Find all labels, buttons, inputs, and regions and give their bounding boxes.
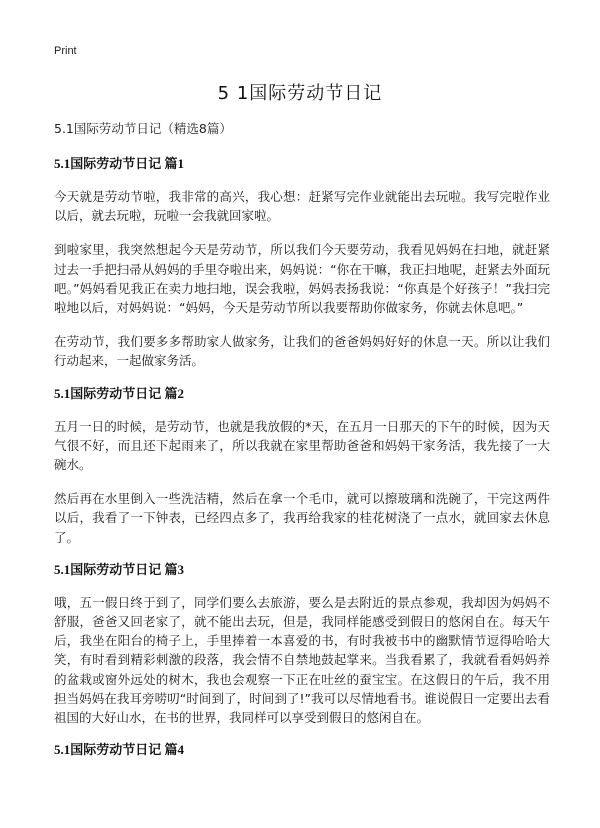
section-heading: 5.1国际劳动节日记 篇3 bbox=[54, 561, 185, 577]
section-heading: 5.1国际劳动节日记 篇1 bbox=[54, 156, 185, 171]
print-link[interactable]: Print bbox=[54, 45, 77, 57]
paragraph: 今天就是劳动节啦，我非常的高兴，我心想：赶紧写完作业就能出去玩啦。我写完啦作业以后，就去玩啦，玩啦一会我就回家啦。 bbox=[54, 189, 550, 224]
document-title: 5 1国际劳动节日记 bbox=[217, 83, 383, 104]
diary-section-1 bbox=[54, 156, 550, 371]
document-body bbox=[54, 121, 550, 773]
section-heading: 5.1国际劳动节日记 篇4 bbox=[54, 742, 185, 758]
paragraph: 哦，五一假日终于到了，同学们要么去旅游，要么是去附近的景点参观，我却因为妈妈不舒服，爸爸又回老家了，就不能出去玩，但是，我同样能感受到假日的悠闲自在。每天午后，我坐在阳台的椅子上，手里捧着一本喜爱的书，有时我被书中的幽默情节逗得哈哈大笑，有时看到精彩刺激的段落，我会情不自禁地鼓起掌来。当我看累了，我就看看妈妈养的盆栽或窗外远处的树木，我也会观察一下正在吐丝的蚕宝宝。在这假日的午后，我不用担当妈妈在我耳旁唠叨“时间到了，时间到了!”我可以尽情地看书。谁说假日一定要出去看祖国的大好山水，在书的世界，我同样可以享受到假日的悠闲自在。 bbox=[54, 594, 550, 726]
diary-section-4 bbox=[54, 742, 550, 758]
paragraph: 五月一日的时候，是劳动节，也就是我放假的*天，在五月一日那天的下午的时候，因为天气很不好，而且还下起雨来了，所以我就在家里帮助爸爸和妈妈干家务活，我先接了一大碗水。 bbox=[54, 418, 550, 473]
document-subtitle: 5.1国际劳动节日记（精选8篇） bbox=[54, 121, 232, 136]
paragraph: 在劳动节，我们要多多帮助家人做家务，让我们的爸爸妈妈好好的休息一天。所以让我们行动起来，一起做家务活。 bbox=[54, 334, 550, 369]
paragraph: 到啦家里，我突然想起今天是劳动节，所以我们今天要劳动，我看见妈妈在扫地，就赶紧过去一手把扫帚从妈妈的手里夺啦出来，妈妈说：“你在干嘛，我正扫地呢，赶紧去外面玩吧。”妈妈看见我正在卖力地扫地，误会我啦，妈妈表扬我说：“你真是个好孩子！”我扫完啦地以后，对妈妈说：“妈妈，今天是劳动节所以我要帮助你做家务，你就去休息吧。” bbox=[54, 242, 550, 316]
diary-section-3 bbox=[54, 562, 550, 727]
diary-section-2 bbox=[54, 386, 550, 547]
section-heading: 5.1国际劳动节日记 篇2 bbox=[54, 385, 185, 401]
paragraph: 然后再在水里倒入一些洗洁精，然后在拿一个毛巾，就可以擦玻璃和洗碗了，干完这两件以后，我看了一下钟表，已经四点多了，我再给我家的桂花树浇了一点水，就回家去休息了。 bbox=[54, 491, 550, 545]
